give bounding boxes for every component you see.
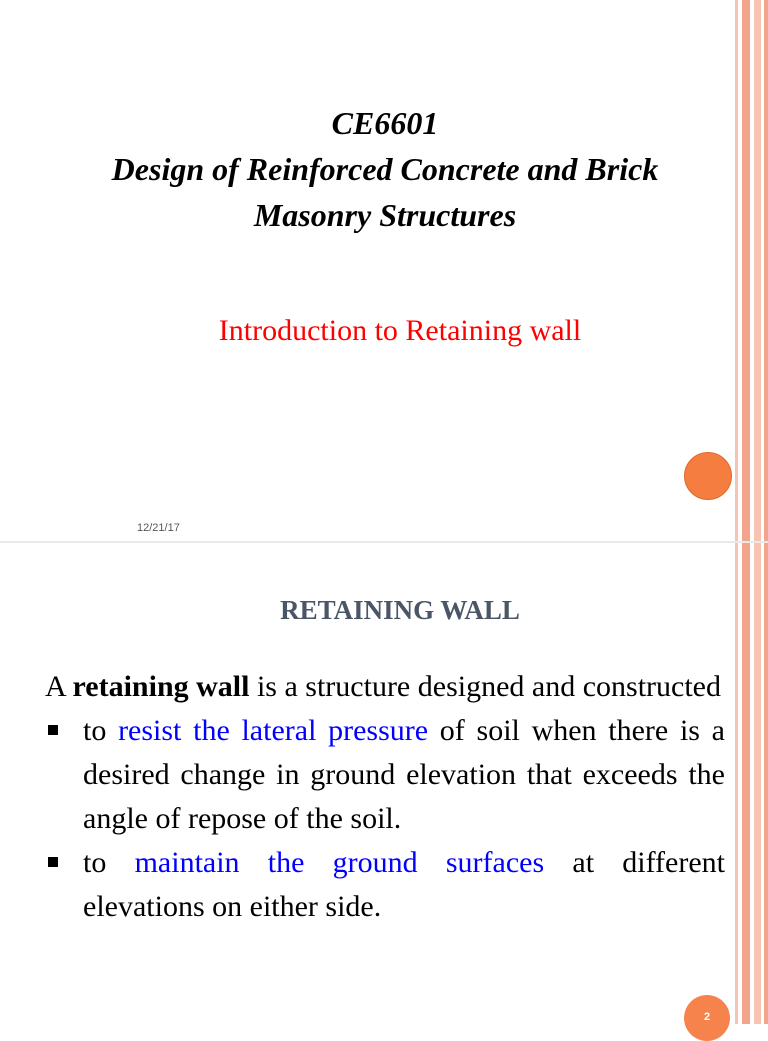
bullet-prefix: to	[83, 846, 135, 879]
decorative-stripes	[734, 0, 768, 543]
course-title-line-2: Masonry Structures	[253, 197, 517, 233]
bullet-suffix: of soil when there is a desired change in ground elevation that exceeds the angle of repose of the soil.	[83, 714, 725, 835]
slide-heading: RETAINING WALL	[280, 595, 520, 625]
course-title-line-1: Design of Reinforced Concrete and Brick	[111, 151, 659, 187]
intro-paragraph	[45, 665, 725, 709]
stripe	[742, 543, 750, 1024]
course-code: CE6601	[331, 105, 439, 141]
square-bullet-icon	[48, 725, 58, 735]
square-bullet-icon	[48, 857, 58, 867]
intro-rest: is a structure designed and constructed	[249, 670, 721, 703]
decorative-stripes	[734, 543, 768, 1024]
intro-lead: A	[45, 670, 73, 703]
retaining-wall-term: retaining wall	[72, 670, 250, 703]
stripe	[764, 543, 768, 1024]
bullet-highlight: resist the lateral pressure	[118, 714, 429, 747]
list-item	[45, 841, 725, 929]
stripe	[735, 0, 738, 543]
slide-subtitle: Introduction to Retaining wall	[218, 314, 582, 347]
bullet-list	[45, 709, 725, 929]
list-item	[45, 709, 725, 841]
slide-date: 12/21/17	[137, 522, 180, 534]
bullet-prefix: to	[83, 714, 119, 747]
slide-body	[45, 665, 725, 929]
slide-title	[40, 100, 730, 238]
stripe	[754, 543, 761, 1024]
bullet-highlight: maintain the ground surfaces	[134, 846, 545, 879]
stripe	[764, 0, 768, 543]
page-number-badge: 2	[684, 995, 730, 1041]
bullet-suffix: at different elevations on either side.	[83, 846, 725, 923]
stripe	[742, 0, 750, 543]
slide-2	[0, 543, 768, 1024]
orange-circle-icon	[684, 452, 732, 500]
stripe	[735, 543, 738, 1024]
stripe	[754, 0, 761, 543]
